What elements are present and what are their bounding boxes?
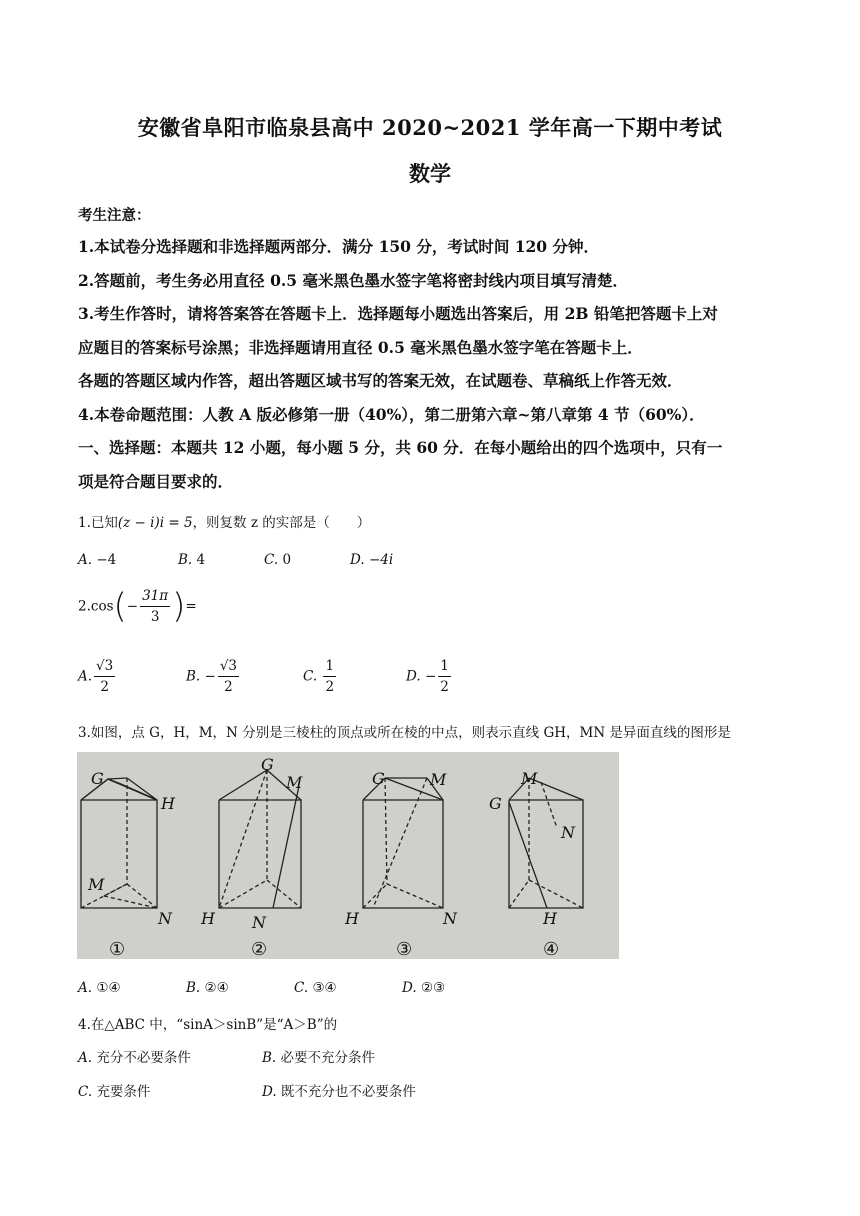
fig4-label-m: M — [521, 769, 538, 788]
fig3-label-g: G — [372, 769, 385, 788]
q4-option-d[interactable]: D. 既不充分也不必要条件 — [262, 1084, 416, 1100]
notice-item-2: 2.答题前，考生务必用直径 0.5 毫米黑色墨水签字笔将密封线内项目填写清楚． — [78, 271, 628, 290]
q4-option-c[interactable]: C. 充要条件 — [78, 1084, 151, 1100]
q2-option-d[interactable]: D. − $\frac{1}{2}$ — [406, 658, 449, 695]
q3-option-c[interactable]: C. ③④ — [294, 980, 337, 996]
question-4-stem: 4.在△ABC 中，“sinA＞sinB”是“A＞B”的 — [78, 1017, 338, 1033]
q4-option-b[interactable]: B. 必要不充分条件 — [262, 1050, 376, 1066]
q1-option-c[interactable]: C. 0 — [264, 552, 292, 568]
subject-title: 数学 — [409, 161, 451, 186]
figure-label-1: ① — [109, 939, 126, 959]
prism-figure-3 — [363, 778, 443, 908]
q1-option-b[interactable]: B. 4 — [178, 552, 206, 568]
figure-label-3: ③ — [396, 939, 413, 959]
notice-item-3: 3.考生作答时，请将答案答在答题卡上．选择题每小题选出答案后，用 2B 铅笔把答题卡上对 — [78, 304, 718, 323]
notice-item-1: 1.本试卷分选择题和非选择题两部分．满分 150 分，考试时间 120 分钟． — [78, 237, 599, 256]
q1-option-d[interactable]: D. −4i — [350, 552, 394, 568]
exam-title: 安徽省阜阳市临泉县高中 2020~2021 学年高一下期中考试 — [137, 115, 723, 140]
fig1-label-g: G — [91, 769, 104, 788]
question-2-stem: 2.cos(− $\frac{31\pi}{3}$ )= — [78, 586, 197, 627]
fig1-label-h: H — [161, 794, 175, 813]
prism-figures-photo — [77, 752, 619, 959]
fig1-label-n: N — [158, 909, 172, 928]
section-heading-cont: 项是符合题目要求的． — [78, 472, 234, 491]
fig4-label-n: N — [561, 823, 575, 842]
figure-label-4: ④ — [543, 939, 560, 959]
q2-option-c[interactable]: C. $\frac{1}{2}$ — [303, 658, 335, 695]
fig2-label-m: M — [286, 773, 303, 792]
fig2-label-g: G — [261, 755, 274, 774]
fig4-label-g: G — [489, 794, 502, 813]
question-1-stem: 1.已知(z − i)i = 5，则复数 z 的实部是（ ） — [78, 515, 371, 531]
figure-label-2: ② — [251, 939, 268, 959]
fig3-label-m: M — [430, 770, 447, 789]
fig2-label-n: N — [252, 913, 266, 932]
q1-option-a[interactable]: A. −4 — [78, 552, 117, 568]
fig3-label-n: N — [443, 909, 457, 928]
notice-item-3-cont: 应题目的答案标号涂黑；非选择题请用直径 0.5 毫米黑色墨水签字笔在答题卡上． — [78, 338, 643, 357]
notice-item-3-cont2: 各题的答题区域内作答，超出答题区域书写的答案无效，在试题卷、草稿纸上作答无效． — [78, 371, 683, 390]
prism-figure-4 — [509, 778, 583, 908]
question-3-stem: 3.如图，点 G，H，M，N 分别是三棱柱的顶点或所在棱的中点，则表示直线 GH，MN 是异面直线的图形是 — [78, 725, 731, 741]
fig3-label-h: H — [345, 909, 359, 928]
fig2-label-h: H — [201, 909, 215, 928]
q2-option-a[interactable]: A. $\frac{√3}{2}$ — [78, 658, 114, 695]
notice-item-4: 4.本卷命题范围：人教 A 版必修第一册（40%），第二册第六章~第八章第 4 节（60%）． — [78, 405, 705, 424]
q3-option-d[interactable]: D. ②③ — [402, 980, 446, 996]
q3-option-a[interactable]: A. ①④ — [78, 980, 121, 996]
notice-heading: 考生注意： — [78, 207, 151, 224]
section-heading: 一、选择题：本题共 12 小题，每小题 5 分，共 60 分．在每小题给出的四个选项中，只有一 — [78, 438, 723, 457]
q3-option-b[interactable]: B. ②④ — [186, 980, 229, 996]
q4-option-a[interactable]: A. 充分不必要条件 — [78, 1050, 191, 1066]
fig1-label-m: M — [88, 875, 105, 894]
q2-option-b[interactable]: B. − $\frac{√3}{2}$ — [186, 658, 238, 695]
q2-fraction: $\frac{31\pi}{3}$ — [142, 588, 169, 625]
fig4-label-h: H — [543, 909, 557, 928]
